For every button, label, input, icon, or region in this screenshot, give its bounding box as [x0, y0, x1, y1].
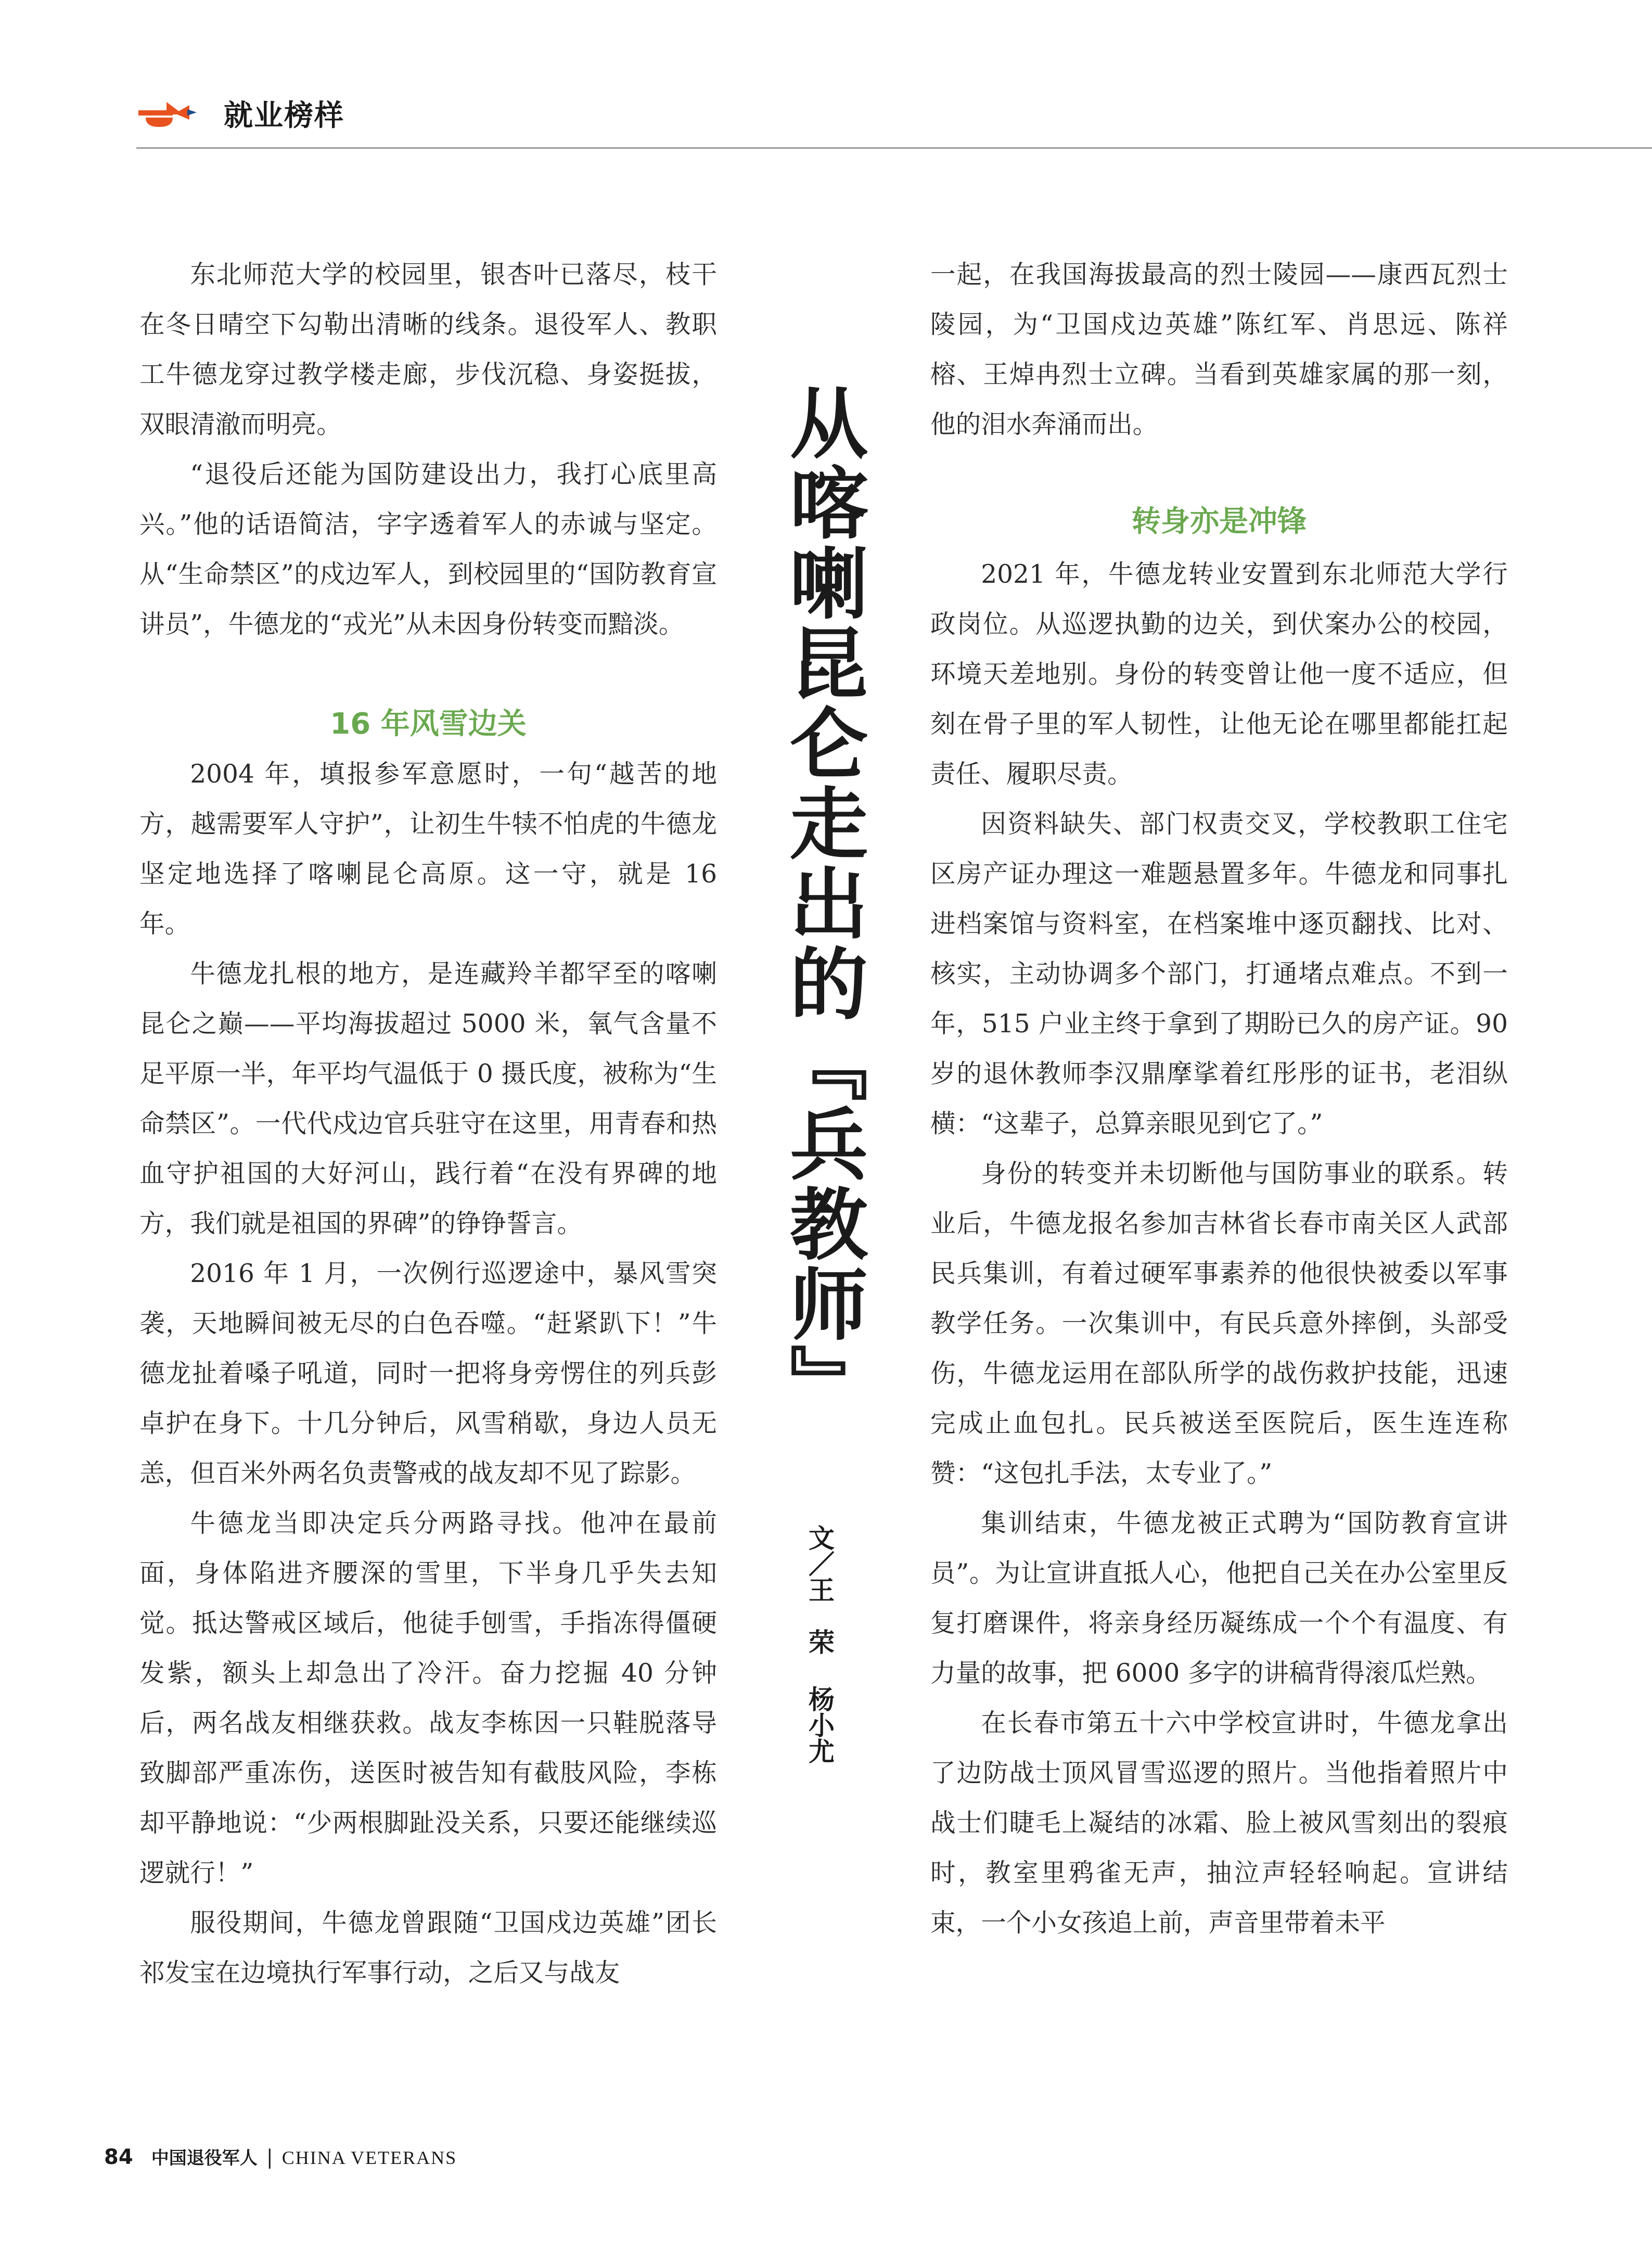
paragraph: 因资料缺失、部门权责交叉，学校教职工住宅区房产证办理这一难题悬置多年。牛德龙和同事扎进档案馆与资料室，在档案堆中逐页翻找、比对、核实，主动协调多个部门，打通堵点难点。不到一年，515 户业主终于拿到了期盼已久的房产证。90 岁的退休教师李汉鼎摩挲着红彤彤的证书，老泪纵横：“这辈子，总算亲眼见到它了。” — [930, 810, 1508, 1138]
left-column — [139, 250, 717, 1998]
header-rule — [136, 147, 1652, 149]
subheading: 转身亦是冲锋 — [1132, 505, 1307, 539]
page-number: 84 — [104, 2145, 133, 2169]
paragraph: 东北师范大学的校园里，银杏叶已落尽，枝干在冬日晴空下勾勒出清晰的线条。退役军人、教职工牛德龙穿过教学楼走廊，步伐沉稳、身姿挺拔，双眼清澈而明亮。 — [139, 260, 717, 439]
page-footer — [104, 2144, 457, 2175]
byline-author-2: 杨小尤 — [804, 1686, 835, 1764]
subheading: 16 年风雪边关 — [330, 707, 527, 741]
paragraph: 一起，在我国海拔最高的烈士陵园——康西瓦烈士陵园，为“卫国戍边英雄”陈红军、肖思远、陈祥榕、王焯冉烈士立碑。当看到英雄家属的那一刻，他的泪水奔涌而出。 — [930, 260, 1508, 439]
paragraph: 在长春市第五十六中学校宣讲时，牛德龙拿出了边防战士顶风冒雪巡逻的照片。当他指着照片中战士们睫毛上凝结的冰霜、脸上被风雪刻出的裂痕时，教室里鸦雀无声，抽泣声轻轻响起。宣讲结束，一个小女孩追上前，声音里带着未平 — [930, 1709, 1508, 1938]
paragraph: 牛德龙当即决定兵分两路寻找。他冲在最前面，身体陷进齐腰深的雪里，下半身几乎失去知觉。抵达警戒区域后，他徒手刨雪，手指冻得僵硬发紫，额头上却急出了冷汗。奋力挖掘 40 分钟后，两名战友相继获救。战友李栋因一只鞋脱落导致脚部严重冻伤，送医时被告知有截肢风险，李栋却平静地说：“少两根脚趾没关系，只要还能继续巡逻就行！” — [139, 1509, 717, 1888]
byline-author: 文／王 荣 — [804, 1524, 835, 1655]
paragraph: 牛德龙扎根的地方，是连藏羚羊都罕至的喀喇昆仑之巅——平均海拔超过 5000 米，氧气含量不足平原一半，年平均气温低于 0 摄氏度，被称为“生命禁区”。一代代戍边官兵驻守在这里，用青春和热血守护祖国的大好河山，践行着“在没有界碑的地方，我们就是祖国的界碑”的铮铮誓言。 — [139, 959, 717, 1238]
section-label: 就业榜样 — [224, 99, 344, 133]
paragraph: 服役期间，牛德龙曾跟随“卫国戍边英雄”团长祁发宝在边境执行军事行动，之后又与战友 — [139, 1908, 717, 1988]
paragraph: 2021 年，牛德龙转业安置到东北师范大学行政岗位。从巡逻执勤的边关，到伏案办公的校园，环境天差地别。身份的转变曾让他一度不适应，但刻在骨子里的军人韧性，让他无论在哪里都能扛起责任、履职尽责。 — [930, 560, 1508, 789]
magazine-name-en: CHINA VETERANS — [281, 2147, 457, 2168]
paragraph: 集训结束，牛德龙被正式聘为“国防教育宣讲员”。为让宣讲直抵人心，他把自己关在办公室里反复打磨课件，将亲身经历凝练成一个个有温度、有力量的故事，把 6000 多字的讲稿背得滚瓜烂熟。 — [930, 1509, 1508, 1688]
paragraph: 2004 年，填报参军意愿时，一句“越苦的地方，越需要军人守护”，让初生牛犊不怕虎的牛德龙坚定地选择了喀喇昆仑高原。这一守，就是 16 年。 — [139, 760, 717, 939]
section-logo-icon — [136, 95, 199, 131]
magazine-name-cn: 中国退役军人 — [151, 2148, 258, 2169]
paragraph: 身份的转变并未切断他与国防事业的联系。转业后，牛德龙报名参加吉林省长春市南关区人武部民兵集训，有着过硬军事素养的他很快被委以军事教学任务。一次集训中，有民兵意外摔倒，头部受伤，牛德龙运用在部队所学的战伤救护技能，迅速完成止血包扎。民兵被送至医院后，医生连连称赞：“这包扎手法，太专业了。” — [930, 1159, 1508, 1488]
footer-separator: | — [266, 2146, 273, 2169]
paragraph: 2016 年 1 月，一次例行巡逻途中，暴风雪突袭，天地瞬间被无尽的白色吞噬。“赶紧趴下！”牛德龙扯着嗓子吼道，同时一把将身旁愣住的列兵彭卓护在身下。十几分钟后，风雪稍歇，身边人员无恙，但百米外两名负责警戒的战友却不见了踪影。 — [139, 1259, 717, 1488]
paragraph: “退役后还能为国防建设出力，我打心底里高兴。”他的话语简洁，字字透着军人的赤诚与坚定。从“生命禁区”的戍边军人，到校园里的“国防教育宣讲员”，牛德龙的“戎光”从未因身份转变而黯淡。 — [139, 460, 717, 639]
right-column — [930, 250, 1508, 1948]
article-title: 从喀喇昆仑走出的『兵教师』 — [776, 382, 868, 1424]
